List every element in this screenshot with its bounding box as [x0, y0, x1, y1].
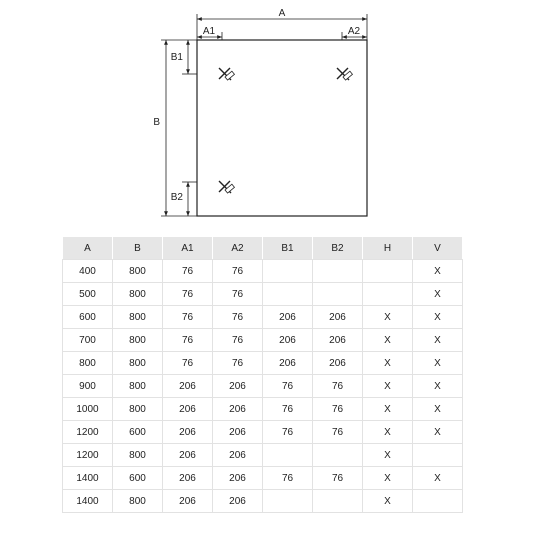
table-cell: 800: [63, 352, 112, 374]
label-a1: A1: [202, 26, 216, 37]
mounting-bracket-icon: [337, 68, 352, 80]
table-cell: 206: [163, 444, 212, 466]
table-cell: 206: [213, 398, 262, 420]
table-cell: 206: [163, 375, 212, 397]
table-cell: 76: [313, 398, 362, 420]
table-cell: 600: [113, 467, 162, 489]
table-cell: 1200: [63, 421, 112, 443]
table-cell: 76: [213, 260, 262, 282]
table-row: [63, 306, 462, 328]
label-b2: B2: [170, 192, 183, 203]
dimension-drawing: [0, 0, 533, 230]
table-cell: 400: [63, 260, 112, 282]
table-cell: X: [363, 467, 412, 489]
panel-outline: [197, 40, 367, 216]
table-cell: 76: [213, 283, 262, 305]
table-cell: 206: [213, 467, 262, 489]
table-cell: 206: [313, 329, 362, 351]
table-cell: 1400: [63, 490, 112, 512]
mounting-bracket-icon: [219, 68, 234, 80]
table-cell: 206: [313, 306, 362, 328]
table-cell: 600: [113, 421, 162, 443]
table-cell: X: [363, 306, 412, 328]
table-row: [63, 398, 462, 420]
table-cell: 206: [213, 490, 262, 512]
dimensions-table: [62, 236, 463, 513]
table-cell: 206: [213, 375, 262, 397]
table-cell: 76: [163, 260, 212, 282]
table-cell: 800: [113, 398, 162, 420]
table-cell: [263, 260, 312, 282]
table-cell: 76: [263, 375, 312, 397]
table-cell: 900: [63, 375, 112, 397]
label-b: B: [153, 117, 160, 128]
table-cell: 76: [313, 421, 362, 443]
table-cell: 76: [313, 467, 362, 489]
table-row: [63, 467, 462, 489]
table-body: [63, 260, 462, 512]
table-cell: X: [413, 260, 462, 282]
table-cell: 206: [313, 352, 362, 374]
table-row: [63, 329, 462, 351]
table-cell: 206: [263, 306, 312, 328]
table-cell: 206: [213, 421, 262, 443]
table-cell: 76: [263, 398, 312, 420]
column-header: V: [413, 237, 462, 259]
table-cell: X: [413, 283, 462, 305]
table-cell: 76: [163, 283, 212, 305]
label-a2: A2: [347, 26, 361, 37]
table-cell: 800: [113, 306, 162, 328]
table-cell: 206: [263, 329, 312, 351]
table-cell: 206: [163, 398, 212, 420]
table-cell: X: [363, 375, 412, 397]
table-cell: 76: [263, 421, 312, 443]
table-cell: [363, 283, 412, 305]
table-cell: 600: [63, 306, 112, 328]
table-cell: 76: [163, 352, 212, 374]
table-cell: X: [363, 398, 412, 420]
table-cell: 800: [113, 329, 162, 351]
table-row: [63, 352, 462, 374]
table-cell: 800: [113, 260, 162, 282]
table-cell: [413, 490, 462, 512]
table-cell: 800: [113, 352, 162, 374]
table-cell: X: [363, 490, 412, 512]
table-cell: [313, 490, 362, 512]
table-cell: X: [413, 398, 462, 420]
table-cell: 800: [113, 490, 162, 512]
table-cell: 206: [163, 421, 212, 443]
table-cell: X: [413, 375, 462, 397]
table-row: [63, 283, 462, 305]
table-cell: 76: [213, 306, 262, 328]
table-cell: 1000: [63, 398, 112, 420]
table-cell: 206: [163, 467, 212, 489]
column-header: A2: [213, 237, 262, 259]
table-cell: X: [413, 306, 462, 328]
table-cell: [313, 260, 362, 282]
table-cell: [363, 260, 412, 282]
column-header: H: [363, 237, 412, 259]
table-row: [63, 375, 462, 397]
table-header-row: [63, 237, 462, 259]
table-cell: 76: [163, 329, 212, 351]
table-cell: 206: [263, 352, 312, 374]
table-cell: 76: [313, 375, 362, 397]
label-a: A: [278, 8, 286, 19]
table-cell: 76: [213, 329, 262, 351]
table-cell: X: [413, 329, 462, 351]
table-cell: X: [413, 352, 462, 374]
table-cell: 1400: [63, 467, 112, 489]
table-cell: 800: [113, 283, 162, 305]
table-cell: 800: [113, 375, 162, 397]
table-cell: X: [363, 421, 412, 443]
table-cell: 76: [163, 306, 212, 328]
mounting-bracket-icon: [219, 181, 234, 193]
table-row: [63, 490, 462, 512]
table-cell: 206: [213, 444, 262, 466]
table-cell: [313, 283, 362, 305]
table-cell: 1200: [63, 444, 112, 466]
table-cell: 800: [113, 444, 162, 466]
column-header: B: [113, 237, 162, 259]
table-cell: X: [363, 329, 412, 351]
table-cell: 76: [263, 467, 312, 489]
table-cell: [413, 444, 462, 466]
column-header: B1: [263, 237, 312, 259]
table-row: [63, 444, 462, 466]
table-cell: X: [363, 352, 412, 374]
table-row: [63, 260, 462, 282]
table-cell: X: [363, 444, 412, 466]
column-header: A: [63, 237, 112, 259]
label-b1: B1: [170, 52, 183, 63]
table-cell: 76: [213, 352, 262, 374]
table-cell: 500: [63, 283, 112, 305]
table-cell: [263, 283, 312, 305]
column-header: A1: [163, 237, 212, 259]
table-row: [63, 421, 462, 443]
table-cell: X: [413, 421, 462, 443]
table-cell: 206: [163, 490, 212, 512]
table-cell: 700: [63, 329, 112, 351]
table-cell: X: [413, 467, 462, 489]
table-cell: [263, 490, 312, 512]
table-cell: [263, 444, 312, 466]
column-header: B2: [313, 237, 362, 259]
table-cell: [313, 444, 362, 466]
